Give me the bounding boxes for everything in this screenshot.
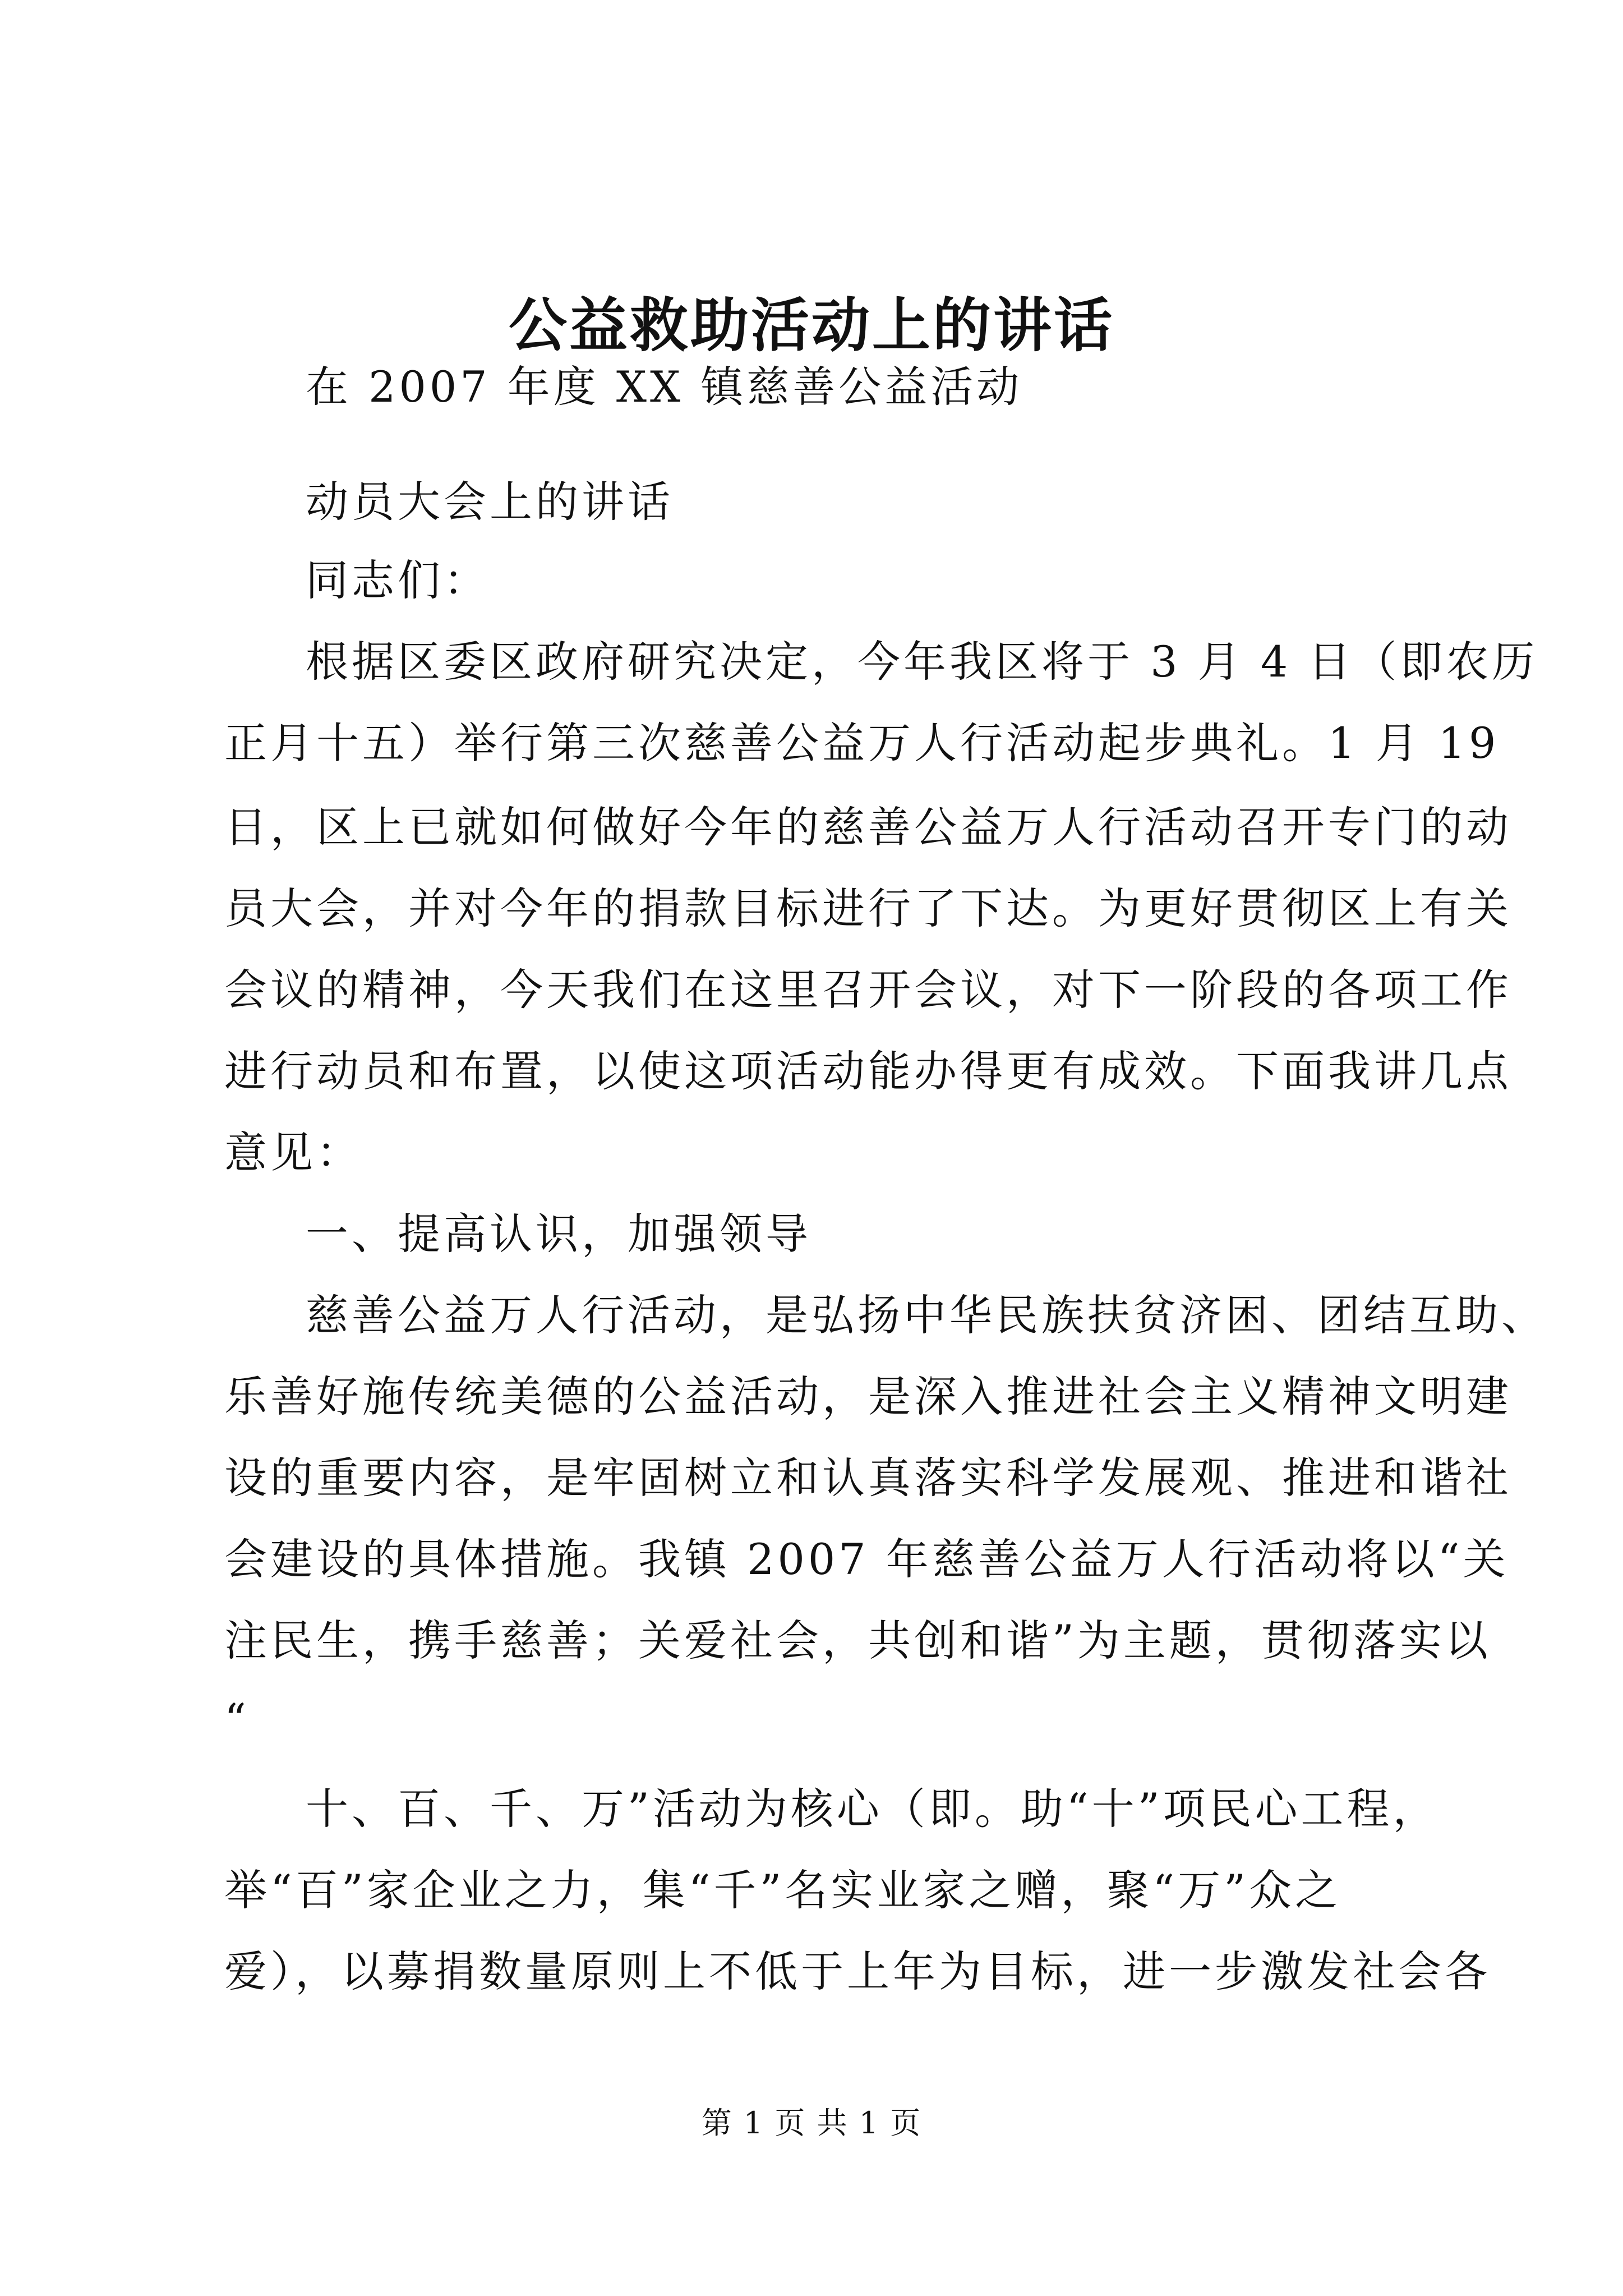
paragraph-3-line-1: 十、百、千、万”活动为核心（即。助“十”项民心工程，: [306, 1784, 1439, 1834]
paragraph-2-line-2: 乐善好施传统美德的公益活动，是深入推进社会主义精神文明建: [224, 1372, 1512, 1421]
subtitle-line-1: 在 2007 年度 XX 镇慈善公益活动: [306, 362, 1023, 412]
paragraph-1-line-5: 会议的精神，今天我们在这里召开会议，对下一阶段的各项工作: [224, 965, 1512, 1015]
paragraph-2-line-3: 设的重要内容，是牢固树立和认真落实科学发展观、推进和谐社: [224, 1453, 1512, 1503]
paragraph-1-line-1: 根据区委区政府研究决定，今年我区将于 3 月 4 日（即农历: [306, 637, 1538, 687]
salutation: 同志们：: [306, 555, 490, 605]
paragraph-3-line-3: 爱），以募捐数量原则上不低于上年为目标，进一步激发社会各: [224, 1947, 1491, 1996]
paragraph-2-line-1: 慈善公益万人行活动，是弘扬中华民族扶贫济困、团结互助、: [306, 1290, 1547, 1340]
paragraph-3-line-2: 举“百”家企业之力，集“千”名实业家之赠，聚“万”众之: [224, 1865, 1341, 1915]
paragraph-2-line-5: 注民生，携手慈善；关爱社会，共创和谐”为主题，贯彻落实以: [224, 1616, 1491, 1665]
paragraph-1-line-2: 正月十五）举行第三次慈善公益万人行活动起步典礼。1 月 19: [224, 718, 1500, 768]
subtitle-line-2: 动员大会上的讲话: [306, 477, 674, 527]
paragraph-1-line-3: 日，区上已就如何做好今年的慈善公益万人行活动召开专门的动: [224, 802, 1512, 852]
paragraph-2-line-4: 会建设的具体措施。我镇 2007 年慈善公益万人行活动将以“关: [224, 1534, 1509, 1584]
page-footer: 第 1 页 共 1 页: [701, 2105, 922, 2141]
paragraph-2-line-6: “: [224, 1694, 250, 1744]
paragraph-1-line-7: 意见：: [224, 1128, 362, 1177]
section-heading-1: 一、提高认识，加强领导: [306, 1209, 811, 1259]
paragraph-1-line-6: 进行动员和布置，以使这项活动能办得更有成效。下面我讲几点: [224, 1046, 1512, 1096]
document-title: 公益救助活动上的讲话: [508, 291, 1114, 360]
paragraph-1-line-4: 员大会，并对今年的捐款目标进行了下达。为更好贯彻区上有关: [224, 884, 1512, 933]
